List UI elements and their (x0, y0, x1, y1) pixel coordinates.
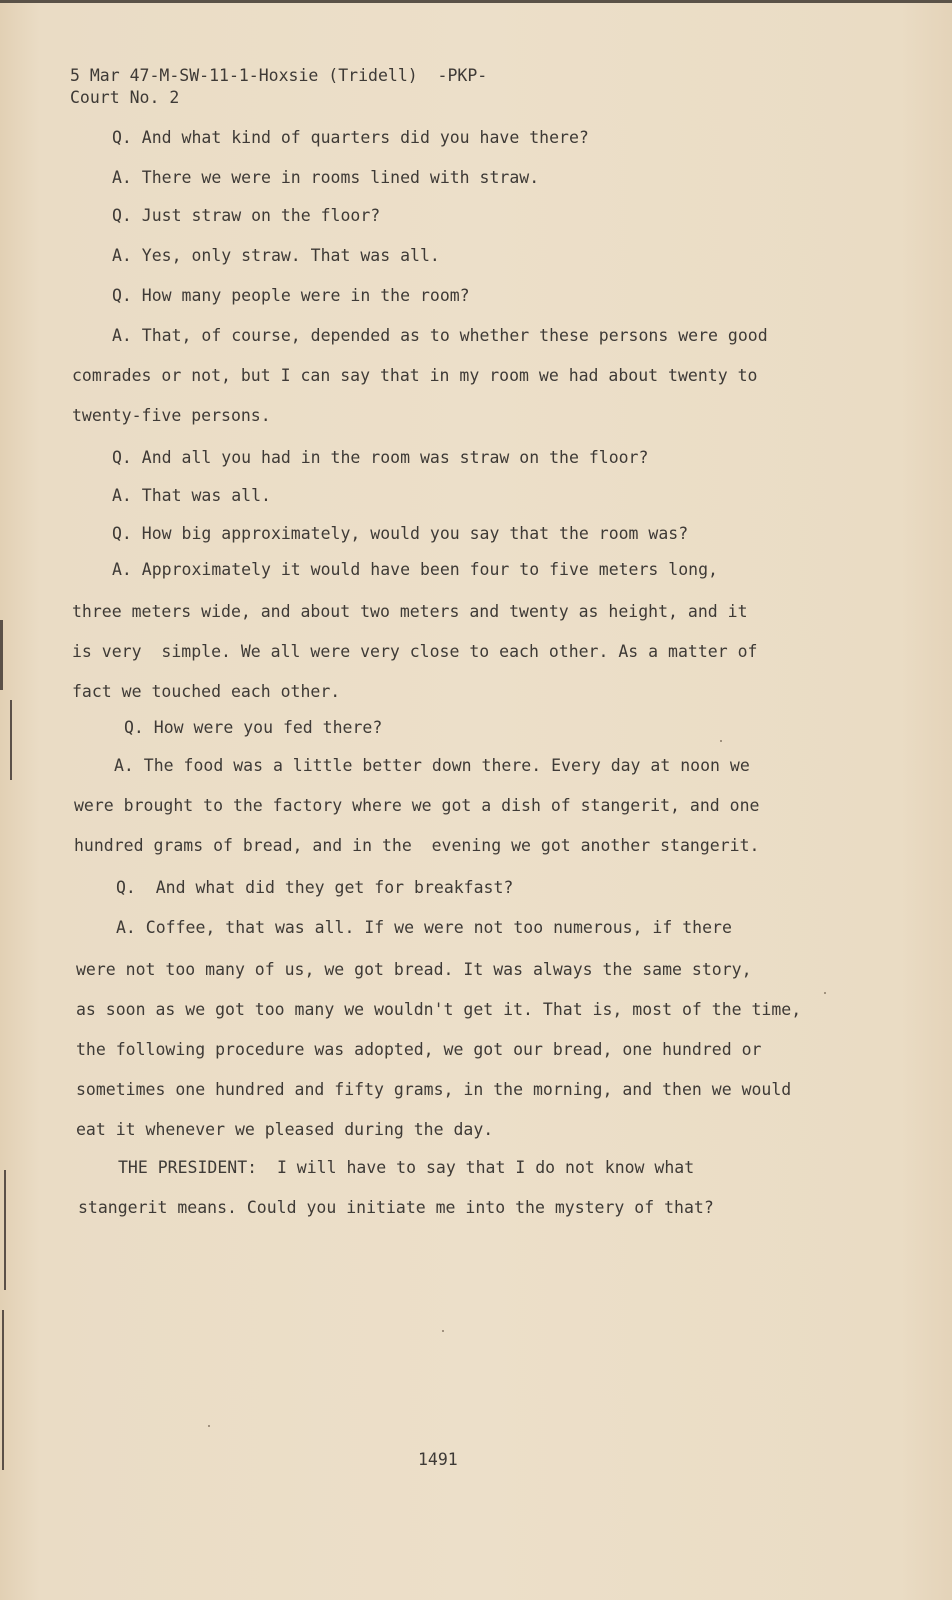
transcript-line: A. Yes, only straw. That was all. (112, 246, 440, 265)
binding-mark (0, 620, 3, 690)
transcript-line: A. That, of course, depended as to whether these persons were good (112, 326, 768, 345)
transcript-line: Q. How many people were in the room? (112, 286, 470, 305)
transcript-line: as soon as we got too many we wouldn't get it. That is, most of the time, (76, 1000, 802, 1019)
transcript-line: fact we touched each other. (72, 682, 341, 701)
paper-speck (442, 1330, 444, 1332)
transcript-line: were brought to the factory where we got a dish of stangerit, and one (74, 796, 760, 815)
transcript-line: hundred grams of bread, and in the evening we got another stangerit. (74, 836, 760, 855)
transcript-line: A. The food was a little better down there. Every day at noon we (114, 756, 750, 775)
binding-mark (10, 700, 12, 780)
transcript-line: THE PRESIDENT: I will have to say that I do not know what (118, 1158, 695, 1177)
transcript-line: Q. Just straw on the floor? (112, 206, 381, 225)
page-number: 1491 (418, 1450, 458, 1469)
transcript-line: three meters wide, and about two meters and twenty as height, and it (72, 602, 748, 621)
transcript-line: Q. How big approximately, would you say that the room was? (112, 524, 689, 543)
transcript-line: A. Coffee, that was all. If we were not too numerous, if there (116, 918, 732, 937)
header-court-number: Court No. 2 (70, 88, 180, 107)
transcript-line: comrades or not, but I can say that in my room we had about twenty to (72, 366, 758, 385)
binding-mark (4, 1170, 6, 1290)
transcript-line: A. Approximately it would have been four to five meters long, (112, 560, 718, 579)
binding-mark (2, 1310, 4, 1470)
transcript-line: eat it whenever we pleased during the day. (76, 1120, 494, 1139)
transcript-line: were not too many of us, we got bread. It was always the same story, (76, 960, 752, 979)
transcript-line: Q. And what did they get for breakfast? (116, 878, 514, 897)
paper-speck (720, 740, 722, 742)
transcript-line: twenty-five persons. (72, 406, 271, 425)
page-top-border (0, 0, 952, 3)
transcript-line: is very simple. We all were very close to each other. As a matter of (72, 642, 758, 661)
transcript-line: A. That was all. (112, 486, 271, 505)
transcript-line: Q. And what kind of quarters did you have there? (112, 128, 589, 147)
transcript-line: sometimes one hundred and fifty grams, in the morning, and then we would (76, 1080, 792, 1099)
paper-speck (208, 1425, 210, 1427)
header-case-reference: 5 Mar 47-M-SW-11-1-Hoxsie (Tridell) -PKP- (70, 66, 488, 85)
transcript-line: Q. How were you fed there? (124, 718, 383, 737)
paper-speck (824, 992, 826, 994)
transcript-line: the following procedure was adopted, we got our bread, one hundred or (76, 1040, 762, 1059)
transcript-line: A. There we were in rooms lined with straw. (112, 168, 540, 187)
transcript-line: stangerit means. Could you initiate me into the mystery of that? (78, 1198, 714, 1217)
transcript-line: Q. And all you had in the room was straw on the floor? (112, 448, 649, 467)
